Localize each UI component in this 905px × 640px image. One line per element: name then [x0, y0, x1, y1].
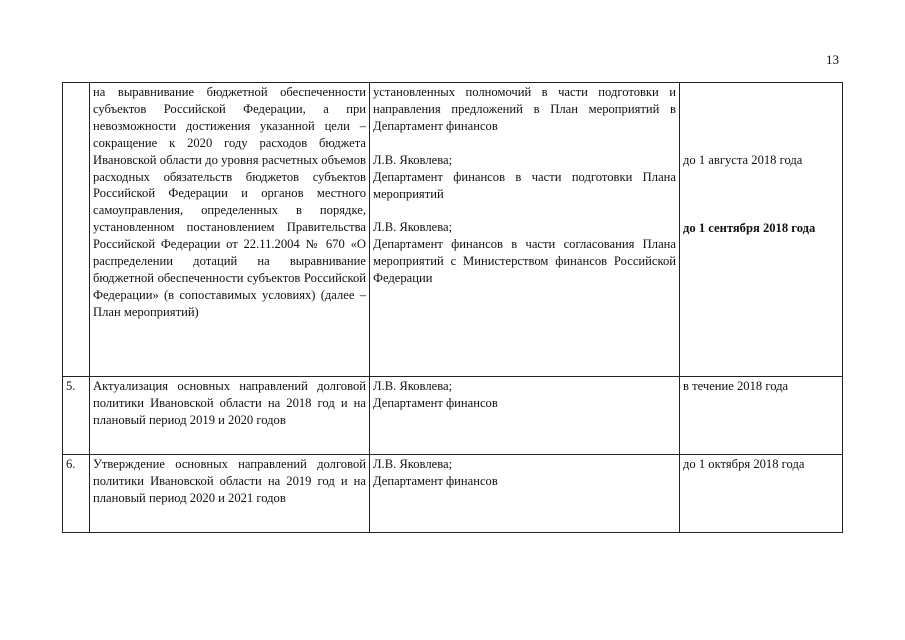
- deadline-text: в течение 2018 года: [680, 377, 843, 455]
- row-number: 5.: [63, 377, 90, 455]
- table-row: [63, 377, 843, 455]
- row-number: [63, 83, 90, 377]
- responsible-text: Л.В. Яковлева; Департамент финансов в части согласования Плана мероприятий с Министерством финансов Российской Федерации: [373, 220, 676, 286]
- measure-text: Актуализация основных направлений долговой политики Ивановской области на 2018 год и на плановый период 2019 и 2020 годов: [90, 377, 370, 455]
- deadline-cell: [680, 83, 843, 377]
- responsible-text: Л.В. Яковлева; Департамент финансов в части подготовки Плана мероприятий: [373, 152, 676, 201]
- page-number: 13: [826, 52, 839, 67]
- deadline-text: до 1 сентября 2018 года: [683, 220, 816, 235]
- measure-text: на выравнивание бюджетной обеспеченности субъектов Российской Федерации, а при невозможности достижения указанной цели – сокращение к 2020 году расходов бюджета Ивановской области до уровня расчетных объемов расходных обязательств бюджетов субъектов Российской Федерации и органов местного самоуправления, определенных в порядке, установленном постановлением Правительства Российской Федерации от 22.11.2004 № 670 «О распределении дотаций на выравнивание бюджетной обеспеченности субъектов Российской Федерации» (в сопоставимых условиях) (далее – План мероприятий): [90, 83, 370, 377]
- table-row: [63, 455, 843, 533]
- table-row: [63, 83, 843, 377]
- row-number: 6.: [63, 455, 90, 533]
- measures-table: [62, 82, 843, 533]
- responsible-cell: [370, 83, 680, 377]
- responsible-text: установленных полномочий в части подготовки и направления предложений в План мероприятий в Департамент финансов: [373, 85, 676, 133]
- deadline-text: до 1 августа 2018 года: [683, 153, 803, 167]
- responsible-text: Л.В. Яковлева; Департамент финансов: [370, 377, 680, 455]
- deadline-text: до 1 октября 2018 года: [680, 455, 843, 533]
- measure-text: Утверждение основных направлений долговой политики Ивановской области на 2019 год и на плановый период 2020 и 2021 годов: [90, 455, 370, 533]
- responsible-text: Л.В. Яковлева; Департамент финансов: [370, 455, 680, 533]
